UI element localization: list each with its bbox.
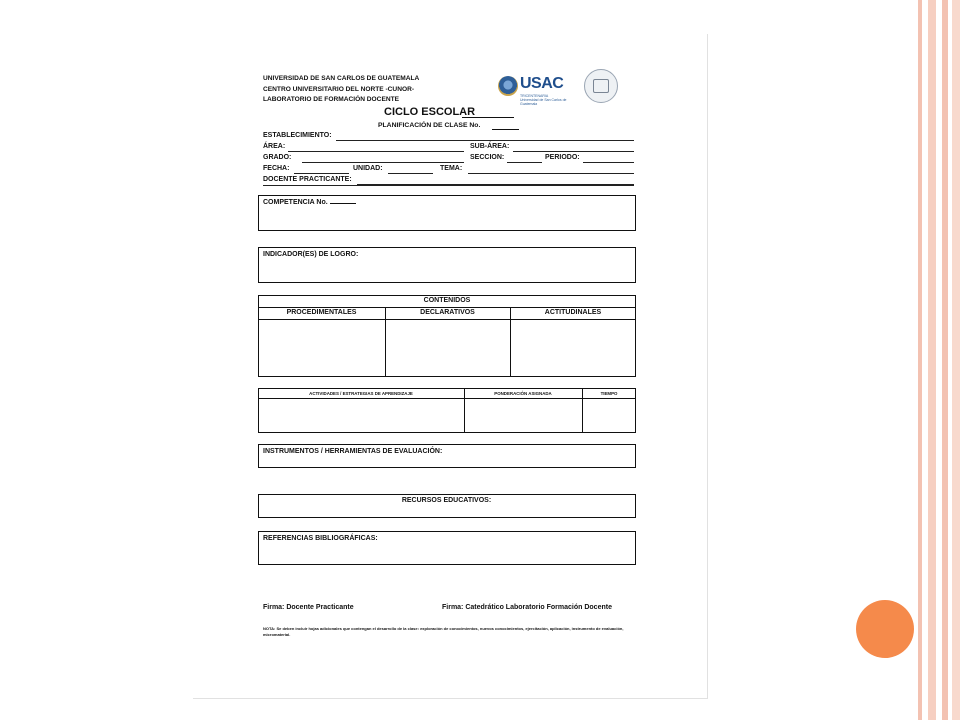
instrumentos-box[interactable] <box>258 444 636 468</box>
field-line-tema[interactable] <box>468 173 634 174</box>
field-line-grado[interactable] <box>302 162 464 163</box>
declarativos-cell[interactable] <box>386 320 509 376</box>
field-line-subarea[interactable] <box>513 151 634 152</box>
contenidos-title: CONTENIDOS <box>423 297 471 304</box>
field-label-periodo: PERIODO: <box>545 154 580 161</box>
indicadores-box[interactable] <box>258 247 636 283</box>
field-label-grado: GRADO: <box>263 154 292 161</box>
institution-line-3: LABORATORIO DE FORMACIÓN DOCENTE <box>263 96 400 103</box>
form-subtitle: PLANIFICACIÓN DE CLASE No. <box>378 122 481 129</box>
field-label-subarea: SUB-ÁREA: <box>470 143 510 150</box>
procedimentales-cell[interactable] <box>259 320 384 376</box>
tiempo-cell[interactable] <box>583 399 635 432</box>
usac-logo-text: USAC <box>520 75 564 92</box>
institution-line-2: CENTRO UNIVERSITARIO DEL NORTE -CUNOR- <box>263 85 415 93</box>
usac-seal-icon <box>498 76 518 96</box>
field-label-seccion: SECCION: <box>470 154 505 161</box>
usac-logo-subtext: TRICENTENARIA Universidad de San Carlos de Guatemala <box>520 94 567 106</box>
title-fill-line <box>462 117 514 118</box>
actividades-col-estrategias: ACTIVIDADES / ESTRATEGIAS DE APRENDIZAJE <box>309 391 413 396</box>
firma-docente: Firma: Docente Practicante <box>263 604 354 611</box>
competencia-label: COMPETENCIA No. <box>263 199 356 206</box>
field-label-docente: DOCENTE PRACTICANTE: <box>263 176 352 183</box>
field-line-periodo[interactable] <box>583 162 634 163</box>
field-label-establecimiento: ESTABLECIMIENTO: <box>263 132 332 139</box>
institution-header <box>263 74 503 106</box>
decorative-stripe <box>928 0 936 720</box>
subtitle-fill-line <box>492 129 519 130</box>
field-label-area: ÁREA: <box>263 143 286 150</box>
contenidos-col-procedimentales: PROCEDIMENTALES <box>286 309 357 316</box>
field-label-fecha: FECHA: <box>263 165 290 172</box>
actividades-col-tiempo: TIEMPO <box>600 391 618 396</box>
orange-circle-decoration <box>856 600 914 658</box>
nota-text: NOTA: Se deben incluir hojas adicionales que contengan el desarrollo de la clase: exploración de conocimientos, nuevos conocimientos, ejercitación, aplicación, instrumento de evaluación, micromaterial. <box>263 626 624 637</box>
recursos-box[interactable] <box>258 494 636 518</box>
field-line-seccion[interactable] <box>507 162 542 163</box>
field-line-establecimiento[interactable] <box>336 140 634 141</box>
competencia-box[interactable] <box>258 195 636 231</box>
decorative-stripe <box>952 0 960 720</box>
separator-line <box>263 185 634 186</box>
institution-line-1: UNIVERSIDAD DE SAN CARLOS DE GUATEMALA <box>263 75 420 82</box>
field-label-unidad: UNIDAD: <box>353 165 383 172</box>
field-label-tema: TEMA: <box>440 165 463 172</box>
field-line-unidad[interactable] <box>388 173 433 174</box>
form-title: CICLO ESCOLAR <box>384 106 476 118</box>
estrategias-cell[interactable] <box>259 399 463 432</box>
field-line-fecha[interactable] <box>294 173 349 174</box>
field-line-area[interactable] <box>288 151 464 152</box>
decorative-stripe <box>918 0 922 720</box>
indicadores-label: INDICADOR(ES) DE LOGRO: <box>263 251 359 258</box>
referencias-label: REFERENCIAS BIBLIOGRÁFICAS: <box>263 535 378 542</box>
contenidos-col-actitudinales: ACTITUDINALES <box>544 309 602 316</box>
instrumentos-label: INSTRUMENTOS / HERRAMIENTAS DE EVALUACIÓN: <box>263 448 443 455</box>
firma-catedratico: Firma: Catedrático Laboratorio Formación Docente <box>442 604 612 611</box>
referencias-box[interactable] <box>258 531 636 565</box>
table-rule <box>258 307 636 308</box>
contenidos-col-declarativos: DECLARATIVOS <box>420 309 475 316</box>
recursos-label: RECURSOS EDUCATIVOS: <box>401 497 492 504</box>
laboratory-logo-icon <box>584 69 618 103</box>
actitudinales-cell[interactable] <box>511 320 635 376</box>
actividades-col-ponderacion: PONDERACIÓN ASIGNADA <box>494 391 552 396</box>
decorative-stripe <box>942 0 948 720</box>
ponderacion-cell[interactable] <box>465 399 581 432</box>
